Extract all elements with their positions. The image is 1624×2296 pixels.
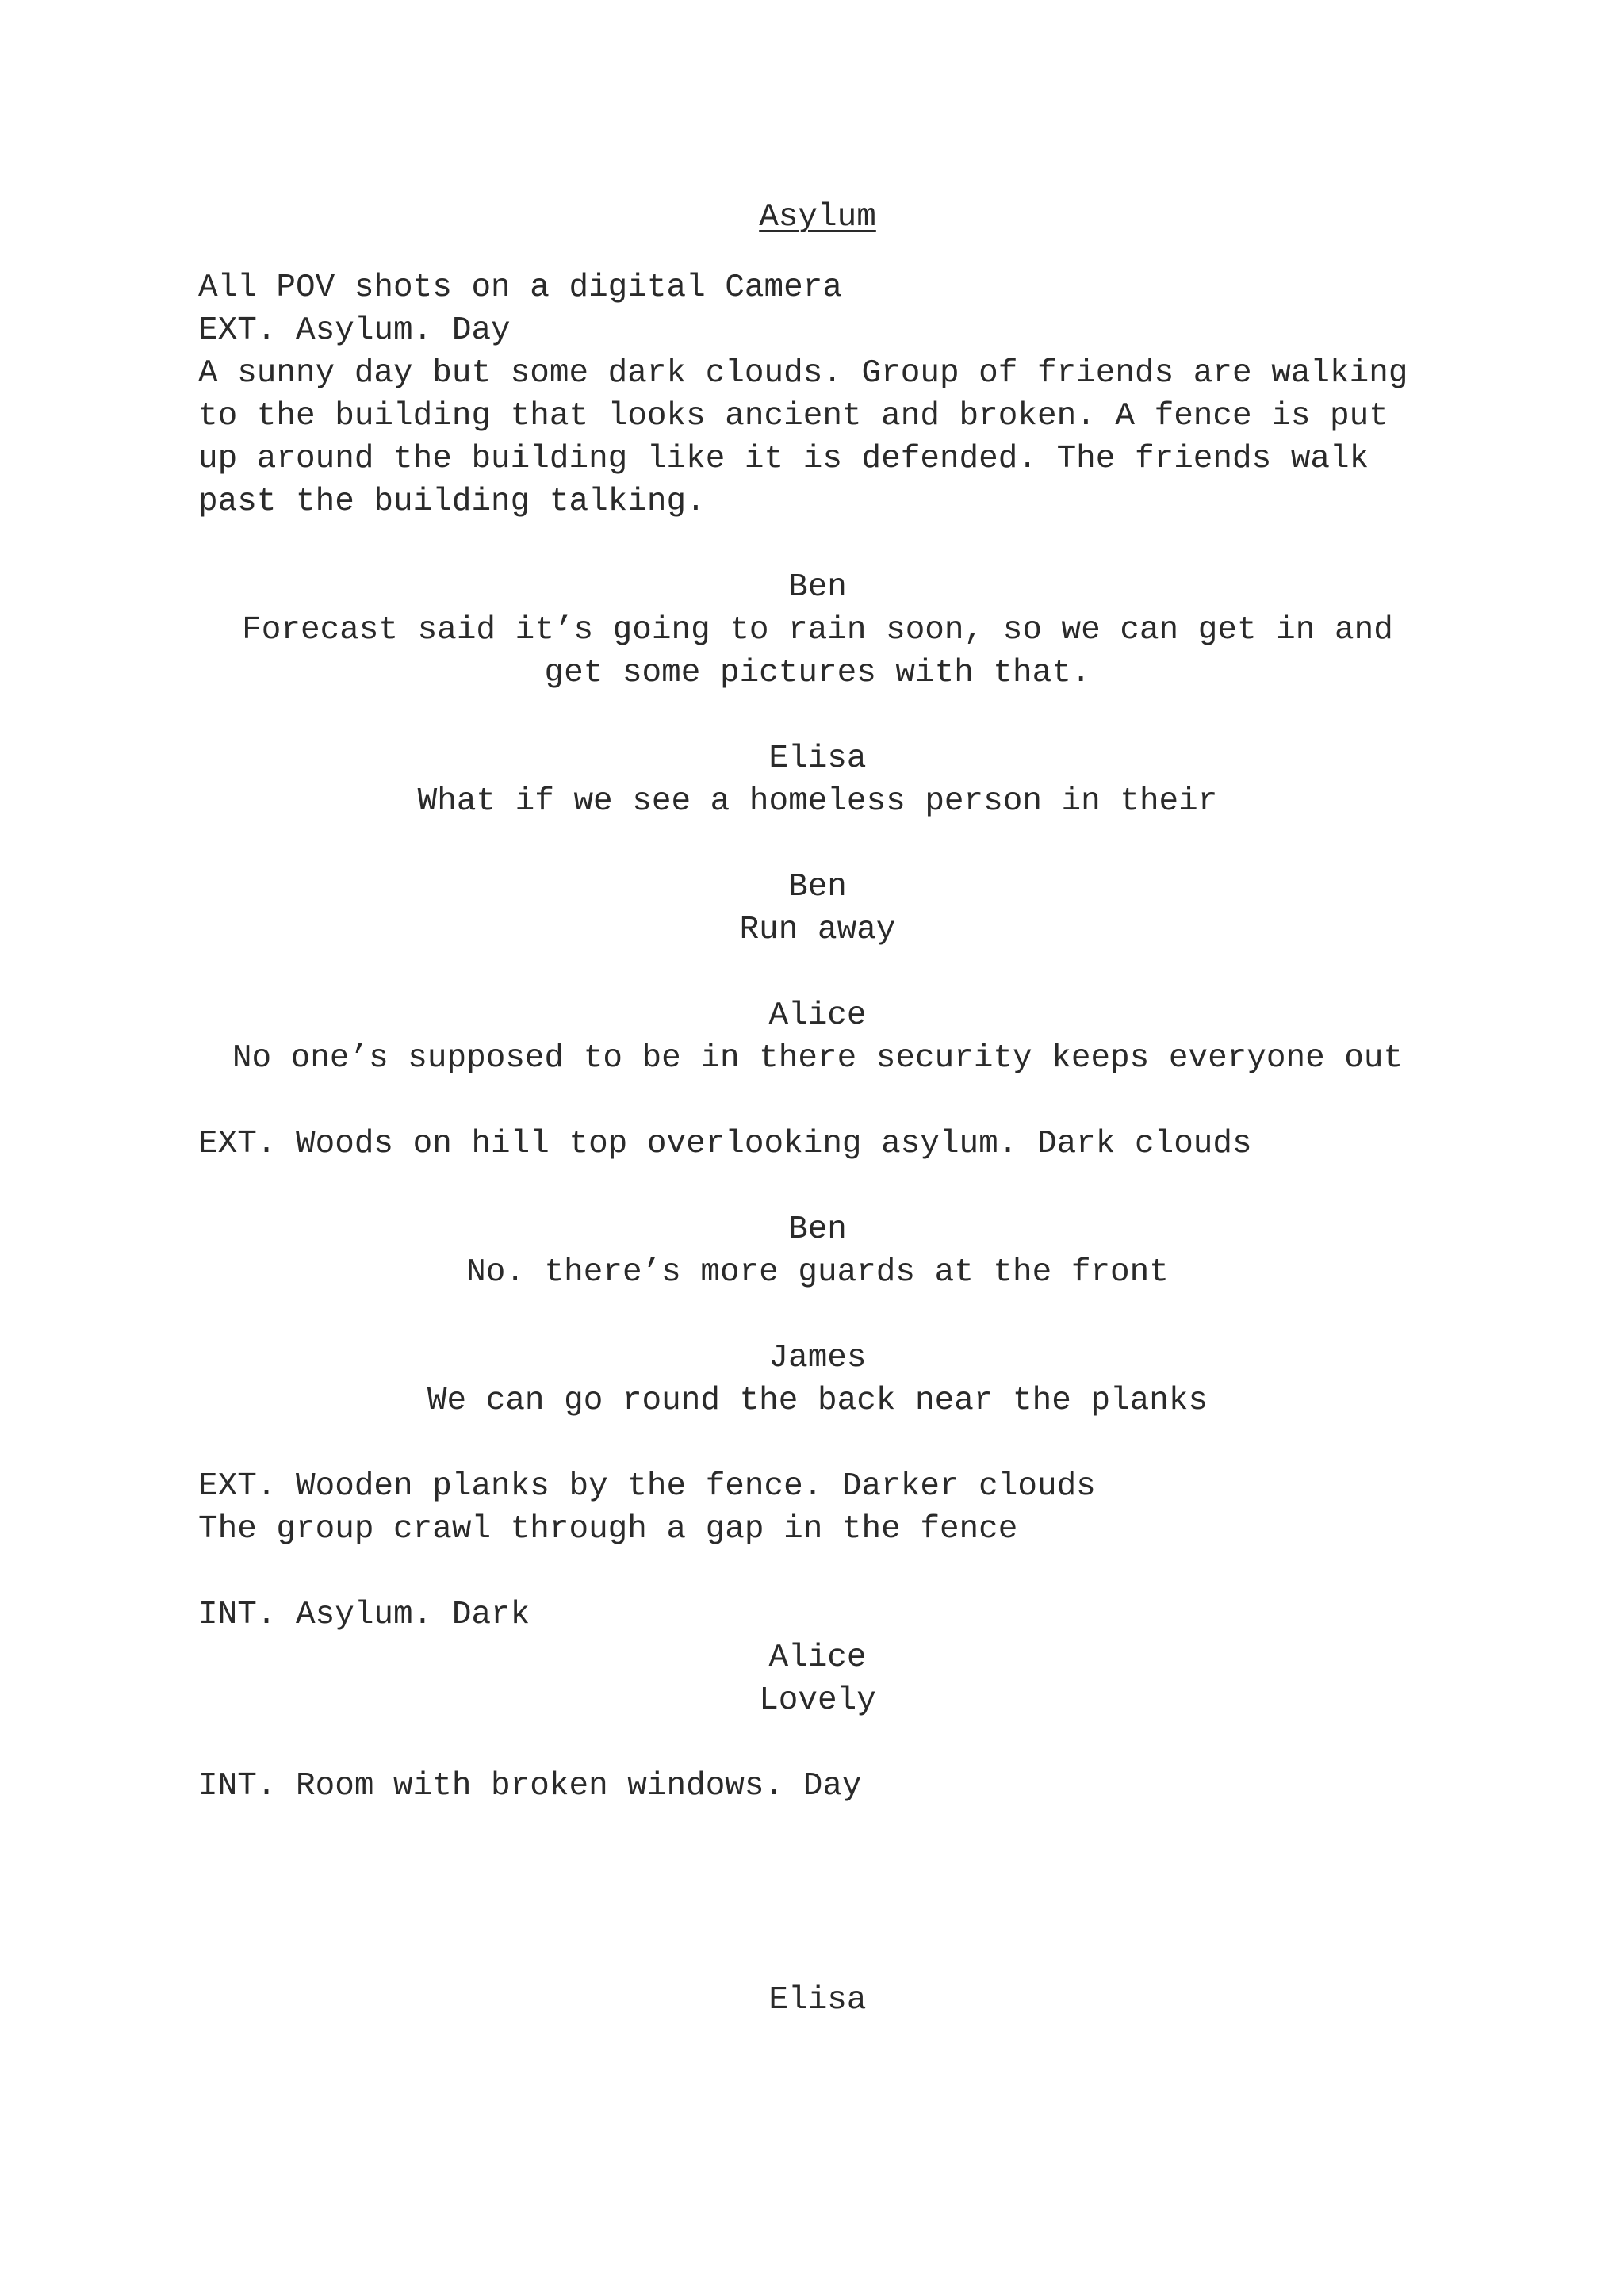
scene-heading: EXT. Woods on hill top overlooking asylum. Dark clouds <box>198 1126 1252 1162</box>
character-name: Elisa <box>768 740 867 777</box>
action-line: up around the building like it is defended. The friends walk <box>198 441 1369 477</box>
character-name: James <box>768 1340 867 1376</box>
dialogue-line: Lovely <box>759 1682 876 1719</box>
scene-heading: INT. Asylum. Dark <box>198 1597 530 1633</box>
dialogue-line: We can go round the back near the planks <box>427 1383 1208 1419</box>
dialogue-line: No one’s supposed to be in there security keeps everyone out <box>232 1040 1404 1077</box>
action-line: The group crawl through a gap in the fence <box>198 1511 1018 1548</box>
scene-heading: EXT. Asylum. Day <box>198 312 511 349</box>
script-title: Asylum <box>759 199 876 235</box>
character-name: Alice <box>768 1640 867 1676</box>
character-name: Ben <box>788 869 847 905</box>
action-line: A sunny day but some dark clouds. Group of friends are walking <box>198 355 1408 392</box>
action-line: to the building that looks ancient and broken. A fence is put <box>198 398 1388 434</box>
character-name: Ben <box>788 1211 847 1248</box>
dialogue-line: Forecast said it’s going to rain soon, so we can get in and <box>242 612 1393 649</box>
dialogue-line: Run away <box>739 912 896 948</box>
scene-heading: INT. Room with broken windows. Day <box>198 1768 862 1804</box>
character-name: Elisa <box>768 1982 867 2019</box>
dialogue-line: What if we see a homeless person in their <box>417 783 1218 820</box>
scene-heading: EXT. Wooden planks by the fence. Darker clouds <box>198 1468 1096 1505</box>
dialogue-line: get some pictures with that. <box>544 655 1091 691</box>
opening-note: All POV shots on a digital Camera <box>198 270 842 306</box>
character-name: Ben <box>788 569 847 606</box>
action-line: past the building talking. <box>198 484 706 520</box>
character-name: Alice <box>768 997 867 1034</box>
dialogue-line: No. there’s more guards at the front <box>466 1254 1169 1291</box>
